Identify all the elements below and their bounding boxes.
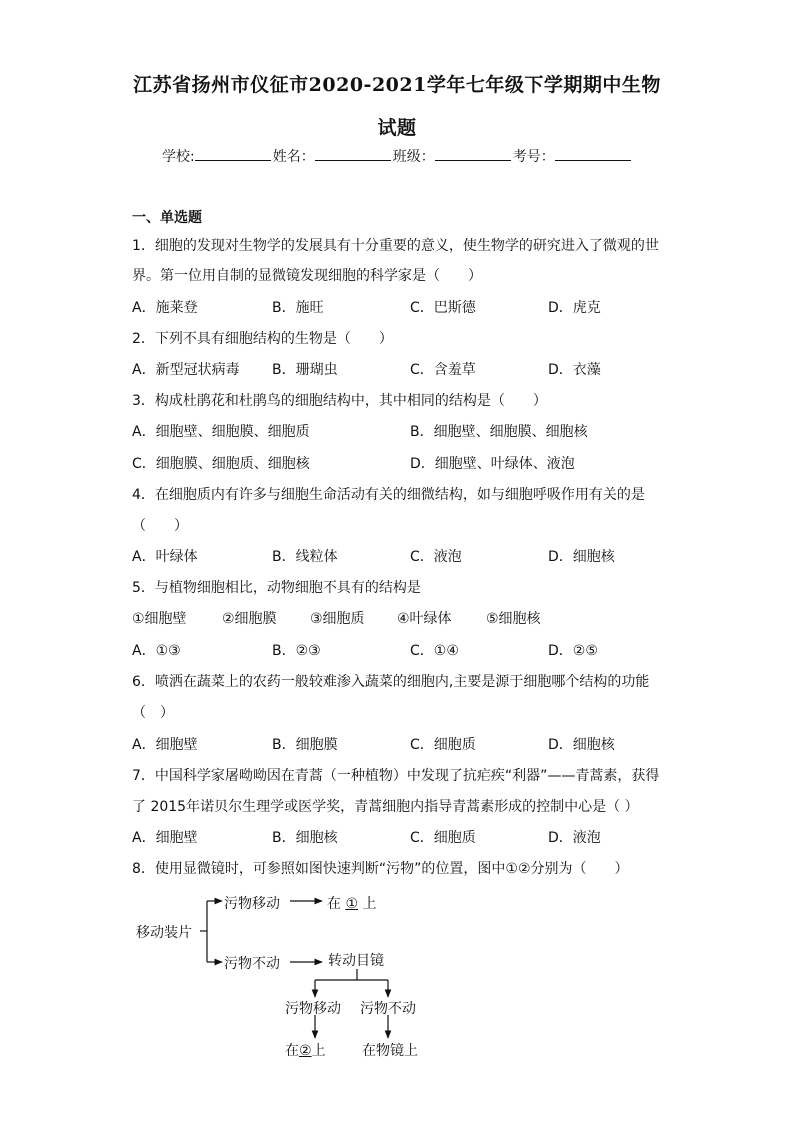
question-1-line-2: 界。第一位用自制的显微镜发现细胞的科学家是（ ） (132, 268, 482, 284)
item-1: ①细胞壁 (132, 611, 187, 627)
option-c: C．含羞草 (410, 362, 476, 378)
item-5: ⑤细胞核 (486, 611, 541, 627)
option-b: B．珊瑚虫 (272, 362, 338, 378)
option-a: A．细胞壁、细胞膜、细胞质 (132, 424, 310, 440)
option-a: A．施莱登 (132, 300, 198, 316)
on-objective-label: 在物镜上 (362, 1043, 418, 1059)
dirt-moves-2-label: 污物移动 (285, 1001, 341, 1017)
option-c: C．①④ (410, 643, 459, 659)
option-c: C．液泡 (410, 549, 462, 565)
option-d: D．虎克 (548, 300, 601, 316)
question-7-line-1: 7．中国科学家屠呦呦因在青蒿（一种植物）中发现了抗疟疾“利器”——青蒿素，获得 (132, 768, 660, 784)
option-d: D．细胞核 (548, 737, 615, 753)
option-b: B．②③ (272, 643, 321, 659)
question-5-line-1: 5．与植物细胞相比，动物细胞不具有的结构是 (132, 580, 421, 596)
option-b: B．细胞膜 (272, 737, 338, 753)
question-6-line-1: 6．喷洒在蔬菜上的农药一般较难渗入蔬菜的细胞内,主要是源于细胞哪个结构的功能 (132, 674, 650, 690)
item-4: ④叶绿体 (397, 611, 452, 627)
location-1-prefix: 在 (327, 896, 341, 912)
location-2-prefix: 在 (285, 1043, 299, 1059)
option-a: A．细胞壁 (132, 830, 198, 846)
option-c: C．细胞膜、细胞质、细胞核 (132, 456, 310, 472)
rotate-eyepiece-label: 转动目镜 (328, 953, 384, 969)
dirt-moves-label: 污物移动 (224, 896, 280, 912)
question-4-line-2: （ ） (132, 518, 188, 534)
location-2-suffix: 上 (311, 1043, 326, 1059)
class-label: 班级： (392, 149, 435, 165)
dirt-still-label: 污物不动 (224, 956, 280, 972)
page-title: 江苏省扬州市仪征市2020-2021学年七年级下学期期中生物 (133, 74, 661, 96)
option-b: B．施旺 (272, 300, 324, 316)
option-d: D．液泡 (548, 830, 601, 846)
move-slide-label: 移动装片 (136, 925, 192, 941)
page-title-line2: 试题 (377, 117, 417, 139)
option-d: D．细胞壁、叶绿体、液泡 (410, 456, 575, 472)
school-label: 学校: (162, 149, 195, 165)
location-2-mark: ② (299, 1043, 312, 1059)
question-2-line-1: 2．下列不具有细胞结构的生物是（ ） (132, 331, 393, 347)
option-a: A．叶绿体 (132, 549, 198, 565)
option-b: B．细胞壁、细胞膜、细胞核 (410, 424, 588, 440)
option-a: A．①③ (132, 643, 181, 659)
location-1-mark: ① (345, 896, 359, 912)
section-heading: 一、单选题 (132, 210, 202, 226)
dirt-still-2-label: 污物不动 (360, 1001, 416, 1017)
question-1-line-1: 1．细胞的发现对生物学的发展具有十分重要的意义，使生物学的研究进入了微观的世 (132, 238, 659, 254)
option-c: C．细胞质 (410, 830, 476, 846)
question-7-line-2: 了 2015年诺贝尔生理学或医学奖，青蒿细胞内指导青蒿素形成的控制中心是（ ） (132, 799, 639, 815)
location-1-suffix: 上 (362, 896, 377, 912)
location-1-label (327, 893, 376, 913)
number-label: 考号： (512, 149, 555, 165)
question-6-line-2: （ ） (132, 705, 174, 721)
option-d: D．细胞核 (548, 549, 615, 565)
item-2: ②细胞膜 (222, 611, 277, 627)
option-b: B．线粒体 (272, 549, 338, 565)
option-d: D．②⑤ (548, 643, 598, 659)
item-3: ③细胞质 (310, 611, 365, 627)
name-label: 姓名： (272, 149, 315, 165)
option-b: B．细胞核 (272, 830, 338, 846)
option-c: C．细胞质 (410, 737, 476, 753)
location-2-label (285, 1040, 326, 1060)
question-8-line-1: 8．使用显微镜时，可参照如图快速判断“污物”的位置，图中①②分别为（ ） (132, 861, 629, 877)
question-4-line-1: 4．在细胞质内有许多与细胞生命活动有关的细微结构，如与细胞呼吸作用有关的是 (132, 487, 645, 503)
option-a: A．细胞壁 (132, 737, 198, 753)
option-c: C．巴斯德 (410, 300, 476, 316)
option-d: D．衣藻 (548, 362, 601, 378)
question-3-line-1: 3．构成杜鹃花和杜鹃鸟的细胞结构中，其中相同的结构是（ ） (132, 393, 547, 409)
option-a: A．新型冠状病毒 (132, 362, 240, 378)
